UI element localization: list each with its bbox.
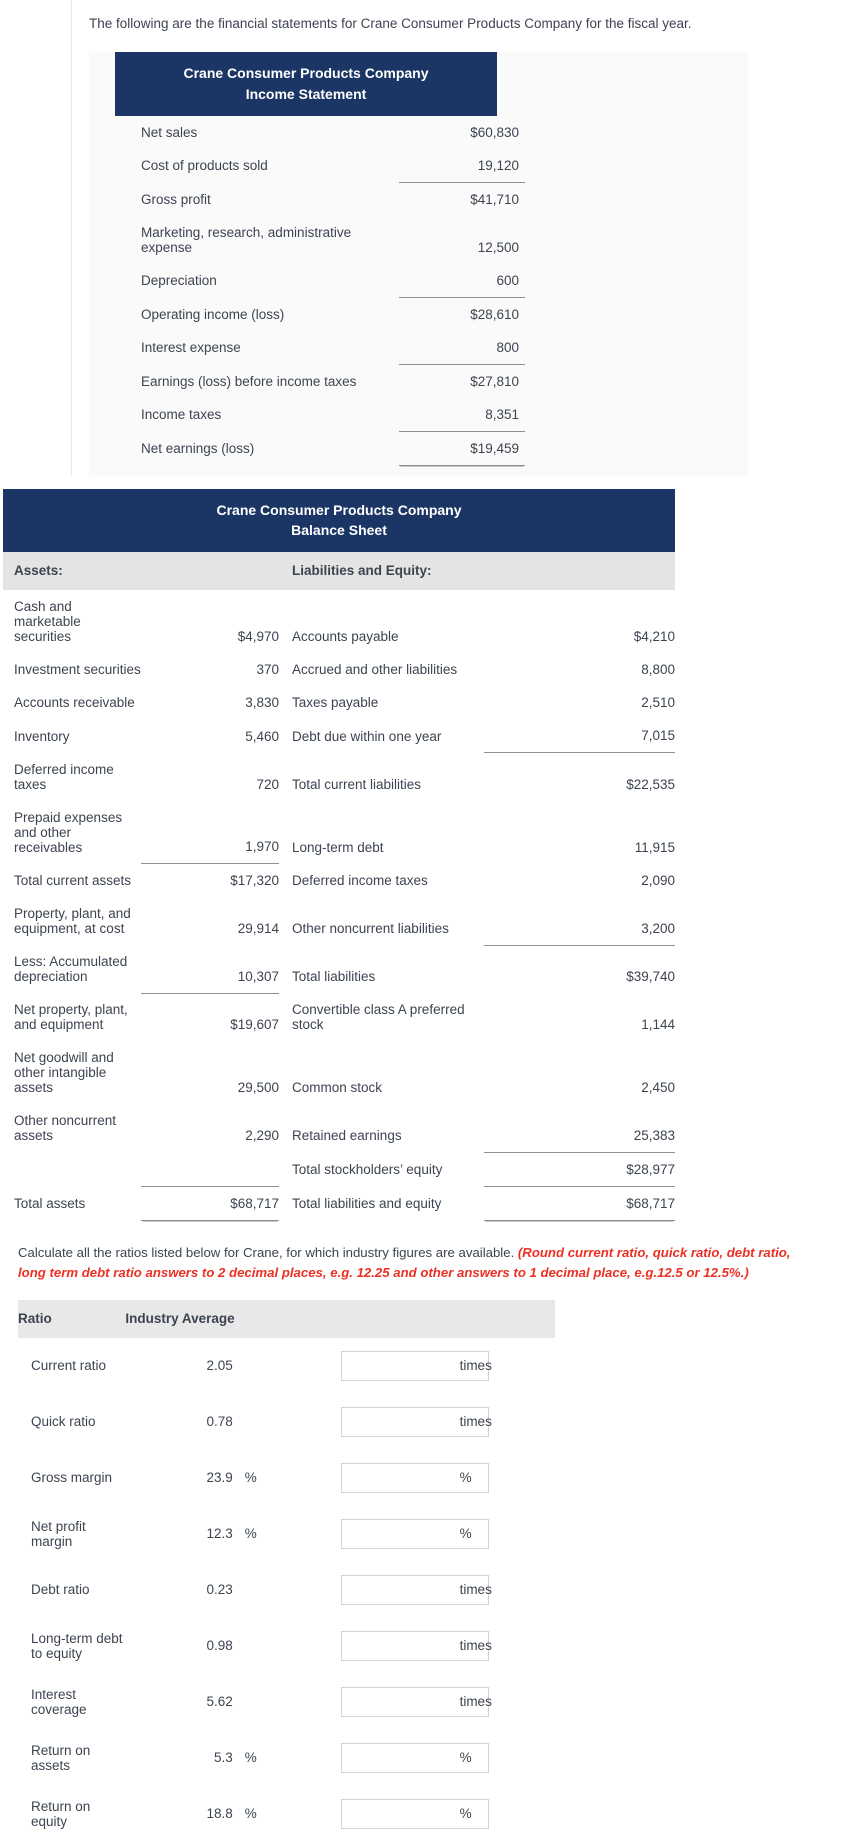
- balance-sheet-row: [3, 590, 675, 653]
- asset-row-label: Total current assets: [14, 873, 132, 889]
- income-statement-row: [115, 331, 525, 365]
- asset-row-label: Total assets: [14, 1196, 86, 1212]
- asset-row-label: Inventory: [14, 728, 70, 744]
- ratio-industry-average: 2.05: [206, 1358, 233, 1374]
- liability-row-label: Other noncurrent liabilities: [292, 921, 449, 937]
- ratio-industry-average-unit: [233, 1618, 340, 1674]
- column-gap: [279, 552, 292, 590]
- income-statement-row: [115, 264, 525, 298]
- ratio-industry-average: 12.3: [206, 1526, 233, 1542]
- column-gap: [279, 590, 292, 653]
- ratio-answer-cell: [340, 1450, 447, 1506]
- balance-sheet-row: [3, 1041, 675, 1104]
- ratio-answer-unit: %: [459, 1750, 472, 1766]
- income-row-label: Income taxes: [141, 407, 222, 423]
- income-row-label: Marketing, research, administrative expense: [141, 224, 352, 255]
- balance-sheet-company-name: Crane Consumer Products Company: [216, 501, 462, 518]
- liability-row-amount: 7,015: [484, 719, 676, 753]
- asset-row-amount: [141, 1152, 279, 1186]
- balance-sheet-row: [3, 993, 675, 1041]
- liability-row-label: Long-term debt: [292, 839, 384, 855]
- ratio-table-row: [18, 1730, 555, 1786]
- income-row-amount: $27,810: [470, 373, 519, 389]
- ratio-table-row: [18, 1450, 555, 1506]
- ratio-table-wrapper: [18, 1300, 578, 1842]
- liabilities-section-label: Liabilities and Equity:: [292, 552, 675, 590]
- liability-row-amount: 8,800: [641, 662, 675, 678]
- asset-row-label: Accounts receivable: [14, 695, 135, 711]
- ratio-table-row: [18, 1338, 555, 1394]
- asset-row-label: Property, plant, and equipment, at cost: [14, 906, 131, 937]
- balance-sheet-row: [3, 653, 675, 686]
- balance-sheet-row: [3, 1104, 675, 1152]
- ratio-industry-average-unit: %: [244, 1470, 257, 1486]
- column-gap: [279, 686, 292, 719]
- balance-sheet-header: [3, 489, 675, 553]
- income-row-amount: $19,459: [399, 431, 525, 465]
- ratio-table: [18, 1300, 555, 1842]
- ratio-industry-average-unit: [233, 1338, 340, 1394]
- ratio-answer-unit: times: [459, 1414, 492, 1430]
- ratio-column-header: Ratio: [18, 1300, 125, 1338]
- ratio-name: Current ratio: [31, 1358, 107, 1374]
- column-gap: [279, 1152, 292, 1186]
- liability-row-label: Total stockholders’ equity: [292, 1162, 443, 1178]
- ratio-table-body: [18, 1338, 555, 1842]
- ratio-table-row: [18, 1786, 555, 1842]
- column-gap: [279, 653, 292, 686]
- asset-row-amount: $4,970: [237, 629, 279, 645]
- ratio-industry-average-unit: [233, 1562, 340, 1618]
- income-statement-row: [115, 398, 525, 432]
- income-row-label: Depreciation: [141, 273, 217, 289]
- column-gap: [279, 945, 292, 993]
- ratio-name: Interest coverage: [31, 1686, 87, 1717]
- balance-sheet-table: [3, 552, 675, 1221]
- column-gap: [279, 801, 292, 864]
- ratio-industry-average: 5.3: [214, 1750, 233, 1766]
- income-row-amount: 12,500: [477, 239, 519, 255]
- ratio-industry-average-unit: %: [244, 1806, 257, 1822]
- asset-row-label: Deferred income taxes: [14, 761, 114, 792]
- ratio-name: Return on assets: [31, 1742, 91, 1773]
- liability-row-label: Taxes payable: [292, 695, 379, 711]
- asset-row-amount: 29,500: [237, 1080, 279, 1096]
- ratio-answer-cell: [340, 1562, 447, 1618]
- liability-row-amount: $28,977: [484, 1152, 676, 1186]
- income-row-label: Net sales: [141, 124, 198, 140]
- asset-row-label: Other noncurrent assets: [14, 1113, 117, 1144]
- column-gap: [279, 1104, 292, 1152]
- asset-row-amount: $68,717: [141, 1186, 279, 1220]
- balance-sheet-row: [3, 686, 675, 719]
- column-gap: [279, 753, 292, 801]
- ratio-industry-average-unit: [233, 1674, 340, 1730]
- income-statement-row: [115, 216, 525, 264]
- income-statement-row: [115, 149, 525, 183]
- ratio-table-row: [18, 1618, 555, 1674]
- liability-row-amount: 2,090: [641, 873, 675, 889]
- asset-row-label: Net goodwill and other intangible assets: [14, 1050, 114, 1096]
- balance-sheet-row: [3, 864, 675, 898]
- liability-row-label: Total liabilities and equity: [292, 1196, 442, 1212]
- asset-row-amount: 2,290: [245, 1128, 279, 1144]
- industry-average-column-header: Industry Average: [125, 1300, 340, 1338]
- ratio-name: Return on equity: [31, 1798, 91, 1829]
- income-row-label: Net earnings (loss): [141, 441, 255, 457]
- asset-row-label: Less: Accumulated depreciation: [14, 954, 128, 985]
- asset-row-amount: 3,830: [245, 695, 279, 711]
- column-gap: [279, 864, 292, 898]
- ratio-name: Debt ratio: [31, 1582, 90, 1598]
- income-statement-header: [115, 52, 497, 116]
- income-row-amount: $28,610: [470, 306, 519, 322]
- asset-row-amount: 10,307: [141, 945, 279, 993]
- ratio-name: Quick ratio: [31, 1414, 96, 1430]
- ratio-answer-cell: [340, 1786, 447, 1842]
- ratio-name: Gross margin: [31, 1470, 113, 1486]
- income-row-amount: 800: [399, 331, 525, 365]
- income-statement-table: [115, 116, 525, 466]
- asset-row-label: Prepaid expenses and other receivables: [14, 809, 123, 855]
- income-statement-card: [89, 52, 748, 476]
- liability-row-amount: 11,915: [634, 839, 675, 855]
- ratio-answer-cell: [340, 1730, 447, 1786]
- ratio-industry-average-unit: %: [244, 1750, 257, 1766]
- ratio-industry-average: 0.23: [206, 1582, 233, 1598]
- ratio-answer-unit: %: [459, 1526, 472, 1542]
- asset-row-amount: 1,970: [141, 801, 279, 864]
- column-gap: [279, 719, 292, 753]
- balance-sheet-row: [3, 719, 675, 753]
- liability-row-label: Common stock: [292, 1080, 383, 1096]
- income-statement-subtitle: Income Statement: [245, 85, 367, 102]
- asset-row-label: Net property, plant, and equipment: [14, 1002, 128, 1033]
- asset-row-amount: 720: [256, 776, 279, 792]
- balance-sheet-section-row: [3, 552, 675, 590]
- liability-row-amount: 2,450: [641, 1080, 675, 1096]
- ratio-name: Net profit margin: [31, 1518, 86, 1549]
- balance-sheet-card: [3, 489, 675, 1221]
- income-row-label: Cost of products sold: [141, 158, 268, 174]
- ratio-table-row: [18, 1394, 555, 1450]
- balance-sheet-row: [3, 753, 675, 801]
- ratio-table-row: [18, 1674, 555, 1730]
- ratio-answer-unit: %: [459, 1470, 472, 1486]
- income-statement-row: [115, 431, 525, 465]
- liability-row-amount: $39,740: [626, 969, 675, 985]
- liability-row-label: Accounts payable: [292, 629, 399, 645]
- ratio-industry-average: 5.62: [206, 1694, 233, 1710]
- ratio-answer-cell: [340, 1674, 447, 1730]
- answer-column-header: [340, 1300, 447, 1338]
- ratio-table-head: [18, 1300, 555, 1338]
- ratio-answer-unit: %: [459, 1806, 472, 1822]
- ratio-answer-unit: times: [459, 1638, 492, 1654]
- liability-row-label: Deferred income taxes: [292, 873, 428, 889]
- asset-row-amount: $17,320: [230, 873, 279, 889]
- unit-column-header: [448, 1300, 555, 1338]
- column-gap: [279, 993, 292, 1041]
- income-row-label: Earnings (loss) before income taxes: [141, 373, 357, 389]
- ratio-table-row: [18, 1562, 555, 1618]
- liability-row-amount: 3,200: [484, 897, 676, 945]
- income-row-amount: $41,710: [470, 191, 519, 207]
- ratio-answer-cell: [340, 1618, 447, 1674]
- income-statement-company-name: Crane Consumer Products Company: [183, 65, 429, 82]
- ratio-answer-cell: [340, 1394, 447, 1450]
- income-statement-row: [115, 116, 525, 149]
- calculate-instruction-plain: Calculate all the ratios listed below for Crane, for which industry figures are available.: [18, 1244, 518, 1260]
- liability-row-label: Retained earnings: [292, 1128, 402, 1144]
- balance-sheet-row: [3, 1186, 675, 1220]
- income-row-label: Interest expense: [141, 340, 241, 356]
- ratio-answer-unit: times: [459, 1358, 492, 1374]
- ratio-table-header-row: [18, 1300, 555, 1338]
- column-gap: [279, 1186, 292, 1220]
- liability-row-label: Accrued and other liabilities: [292, 662, 458, 678]
- liability-row-label: Total liabilities: [292, 969, 376, 985]
- ratio-industry-average: 23.9: [206, 1470, 233, 1486]
- ratio-industry-average-unit: [233, 1394, 340, 1450]
- intro-paragraph: The following are the financial statements for Crane Consumer Products Company for the fiscal year.: [89, 16, 692, 31]
- ratio-industry-average: 0.78: [206, 1414, 233, 1430]
- liability-row-label: Convertible class A preferred stock: [292, 1002, 465, 1033]
- balance-sheet-row: [3, 1152, 675, 1186]
- liability-row-amount: 1,144: [641, 1017, 675, 1033]
- ratio-industry-average: 0.98: [206, 1638, 233, 1654]
- upper-content-region: [71, 0, 775, 476]
- column-gap: [279, 897, 292, 945]
- income-statement-row: [115, 364, 525, 398]
- calculate-instruction: [18, 1243, 818, 1284]
- liability-row-amount: 25,383: [484, 1104, 676, 1152]
- balance-sheet-subtitle: Balance Sheet: [291, 522, 387, 539]
- asset-row-label: Investment securities: [14, 662, 141, 678]
- ratio-industry-average-unit: %: [244, 1526, 257, 1542]
- liability-row-label: Debt due within one year: [292, 728, 442, 744]
- asset-row-amount: $19,607: [230, 1017, 279, 1033]
- ratio-answer-unit: times: [459, 1582, 492, 1598]
- asset-row-amount: 370: [256, 662, 279, 678]
- income-row-label: Gross profit: [141, 191, 211, 207]
- income-row-amount: 600: [399, 264, 525, 298]
- asset-row-amount: 29,914: [237, 921, 279, 937]
- balance-sheet-row: [3, 945, 675, 993]
- liability-row-amount: $4,210: [633, 629, 675, 645]
- balance-sheet-body: [3, 552, 675, 1220]
- ratio-answer-cell: [340, 1338, 447, 1394]
- liability-row-amount: $68,717: [484, 1186, 676, 1220]
- liability-row-amount: $22,535: [626, 776, 675, 792]
- balance-sheet-row: [3, 801, 675, 864]
- income-row-amount: $60,830: [470, 124, 519, 140]
- column-gap: [279, 1041, 292, 1104]
- calculate-instruction-rounding-note: (Round current ratio, quick ratio, debt ratio, long term debt ratio answers to 2 decimal places, e.g. 12.25 and other answers to 1 decimal place, e.g.12.5 or 12.5%.): [18, 1244, 791, 1281]
- liability-row-amount: 2,510: [641, 695, 675, 711]
- liability-row-label: Total current liabilities: [292, 776, 422, 792]
- asset-row-label: Cash and marketable securities: [14, 599, 81, 645]
- income-statement-row: [115, 182, 525, 216]
- asset-row-label: [3, 1152, 141, 1186]
- income-row-label: Operating income (loss): [141, 306, 285, 322]
- asset-row-amount: 5,460: [245, 728, 279, 744]
- income-row-amount: 19,120: [399, 149, 525, 183]
- ratio-industry-average: 18.8: [206, 1806, 233, 1822]
- assets-section-label: Assets:: [3, 552, 279, 590]
- ratio-answer-unit: times: [459, 1694, 492, 1710]
- income-statement-body: [115, 116, 525, 466]
- balance-sheet-row: [3, 897, 675, 945]
- ratio-name: Long-term debt to equity: [31, 1630, 123, 1661]
- income-statement-row: [115, 297, 525, 331]
- income-row-amount: 8,351: [399, 398, 525, 432]
